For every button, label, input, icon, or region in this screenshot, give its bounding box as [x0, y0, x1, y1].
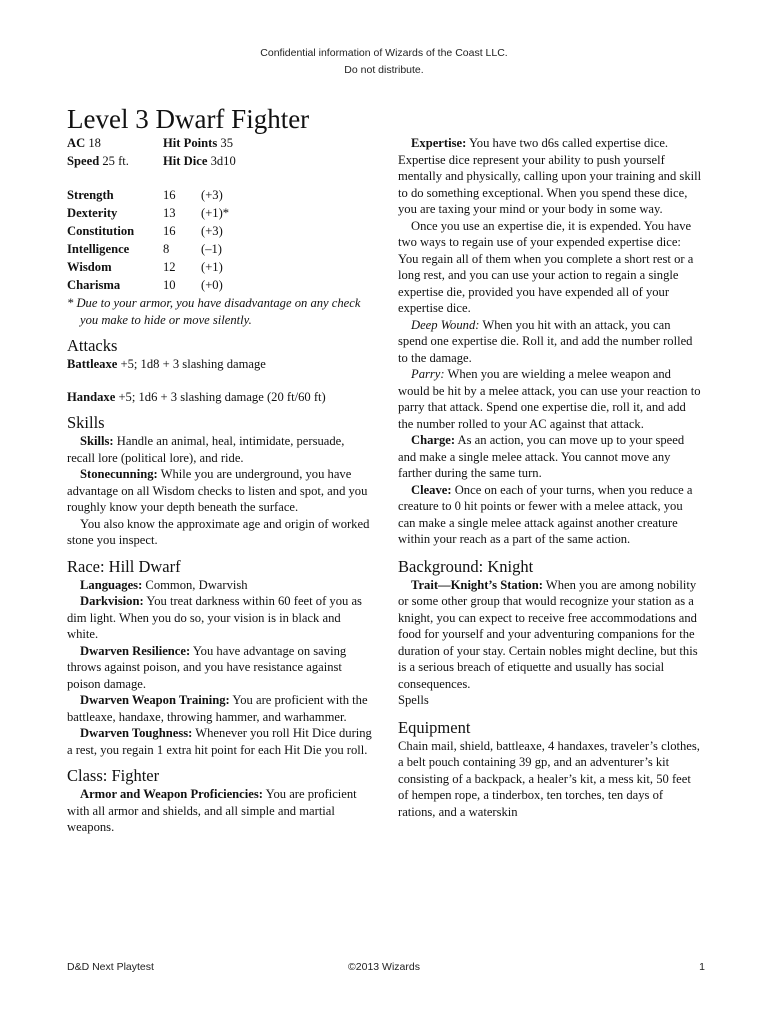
- charge-paragraph: [398, 432, 703, 482]
- knight-station-label: Trait—Knight’s Station:: [411, 577, 543, 592]
- toughness-text: Whenever you roll Hit Dice during a rest, you regain 1 extra hit point for each Hit Die you roll.: [67, 726, 372, 757]
- cleave-text: Once on each of your turns, when you reduce a creature to 0 hit points or fewer with a melee attack, you can make a single melee attack against another creature within your reach as a part of the same action.: [398, 482, 693, 546]
- darkvision-paragraph: [67, 593, 372, 643]
- basic-stats: [67, 135, 236, 171]
- ability-mod: (+1)*: [201, 206, 230, 220]
- deep-wound-paragraph: [398, 317, 703, 367]
- charge-text: As an action, you can move up to your speed and make a single melee attack. You cannot move any farther during the same turn.: [398, 433, 685, 480]
- skills-heading: Skills: [67, 413, 105, 432]
- ability-row: [67, 187, 229, 205]
- footer-copyright: ©2013 Wizards: [348, 961, 420, 973]
- ability-score: 10: [163, 278, 176, 292]
- ability-row: [67, 259, 229, 277]
- weapon-training-paragraph: [67, 692, 372, 725]
- ability-mod: (+1): [201, 260, 223, 274]
- proficiencies-label: Armor and Weapon Proficiencies:: [80, 787, 263, 801]
- toughness-paragraph: [67, 725, 372, 758]
- darkvision-text: You treat darkness within 60 feet of you as dim light. When you do so, your vision is in black and white.: [67, 594, 362, 641]
- toughness-label: Dwarven Toughness:: [80, 726, 193, 740]
- weapon-training-text: You are proficient with the battleaxe, handaxe, throwing hammer, and warhammer.: [67, 693, 368, 724]
- attack-text: +5; 1d8 + 3 slashing damage: [117, 357, 266, 371]
- ability-score: 16: [163, 224, 176, 238]
- languages-label: Languages:: [80, 577, 143, 592]
- hit-dice-value: 3d10: [210, 154, 236, 168]
- ability-name: Strength: [67, 188, 114, 202]
- page-title: Level 3 Dwarf Fighter: [67, 104, 310, 134]
- parry-label: Parry:: [411, 367, 445, 381]
- attacks-heading: Attacks: [67, 336, 118, 355]
- expertise-label: Expertise:: [411, 136, 467, 150]
- proficiencies-paragraph: [67, 786, 372, 836]
- resilience-text: You have advantage on saving throws against poison, and you have resistance against poison damage.: [67, 643, 347, 691]
- class-heading: Class: Fighter: [67, 766, 160, 785]
- equipment-text: Chain mail, shield, battleaxe, 4 handaxes, traveler’s clothes, a belt pouch containing 39 gp, and an adventurer’s kit consisting of a backpack, a healer’s kit, a mess kit, 50 feet of hempen rope, a tinderbox, ten torches, ten days of rations, and a waterskin: [398, 738, 700, 819]
- ability-name: Wisdom: [67, 260, 112, 274]
- header-line-1: Confidential information of Wizards of the Coast LLC.: [260, 47, 508, 59]
- expertise-regain-paragraph: Once you use an expertise die, it is expended. You have two ways to regain use of your expended expertise dice: You regain all of them when you complete a short rest or a long rest, and you can use your action to regain a single expertise die, provided you have expended all of your expertise dice.: [398, 218, 694, 315]
- knight-station-paragraph: [398, 577, 703, 693]
- expertise-text: You have two d6s called expertise dice. Expertise dice represent your ability to push yourself mentally and physically, calling upon your training and skill to do something exceptional. When you spend these dice, you are taxing your mind or your body in some way.: [398, 136, 702, 216]
- equipment-heading: Equipment: [398, 717, 471, 737]
- attack-battleaxe: [67, 356, 372, 373]
- footer-left: D&D Next Playtest: [67, 961, 154, 973]
- ability-name: Constitution: [67, 224, 135, 238]
- ability-row: [67, 277, 229, 295]
- race-heading: Race: Hill Dwarf: [67, 556, 181, 576]
- armor-note: * Due to your armor, you have disadvantage on any check you make to hide or move silently.: [67, 296, 361, 327]
- cleave-label: Cleave:: [411, 482, 452, 497]
- proficiencies-text: You are proficient with all armor and shields, and all simple and martial weapons.: [67, 787, 357, 834]
- right-column: [398, 135, 703, 820]
- resilience-label: Dwarven Resilience:: [80, 643, 191, 658]
- skills-text: Handle an animal, heal, intimidate, persuade, recall lore (political lore), and ride.: [67, 434, 345, 465]
- deep-wound-text: When you hit with an attack, you can spend one expertise die. Roll it, and add the number rolled to the damage.: [398, 317, 693, 365]
- hp-label: Hit Points: [163, 136, 218, 150]
- ability-scores: [67, 187, 229, 295]
- ability-row: [67, 223, 229, 241]
- ability-row: [67, 205, 229, 223]
- spells-label: Spells: [398, 693, 429, 707]
- ability-score: 12: [163, 260, 176, 274]
- speed-label: Speed: [67, 154, 100, 168]
- cleave-paragraph: [398, 482, 703, 548]
- hp-value: 35: [220, 136, 233, 150]
- background-heading: Background: Knight: [398, 556, 534, 576]
- confidential-header: [0, 45, 768, 79]
- ability-mod: (–1): [201, 242, 222, 256]
- left-column: [67, 135, 372, 836]
- darkvision-label: Darkvision:: [80, 594, 144, 608]
- ability-score: 13: [163, 206, 176, 220]
- ability-score: 8: [163, 242, 170, 256]
- expertise-paragraph: [398, 135, 703, 218]
- ac-label: AC: [67, 136, 86, 150]
- speed-value: 25 ft.: [102, 154, 129, 168]
- parry-text: When you are wielding a melee weapon and would be hit by a melee attack, you can use your reaction to parry that attack. Spend one expertise die, roll it, and add the number rolled to your AC against that attack.: [398, 367, 701, 431]
- header-line-2: Do not distribute.: [344, 64, 424, 76]
- ability-name: Intelligence: [67, 242, 130, 256]
- skills-paragraph: [67, 433, 372, 466]
- ability-mod: (+0): [201, 278, 223, 292]
- ability-mod: (+3): [201, 188, 223, 202]
- stone-age-paragraph: You also know the approximate age and origin of worked stone you inspect.: [67, 516, 370, 547]
- attack-handaxe: [67, 389, 372, 406]
- languages-text: Common, Dwarvish: [142, 577, 248, 592]
- hit-dice-label: Hit Dice: [163, 154, 208, 168]
- charge-label: Charge:: [411, 433, 456, 447]
- ac-value: 18: [88, 136, 101, 150]
- languages-paragraph: [67, 577, 372, 594]
- ability-mod: (+3): [201, 224, 223, 238]
- weapon-training-label: Dwarven Weapon Training:: [80, 693, 230, 707]
- skills-label: Skills:: [80, 434, 114, 448]
- page-number: 1: [699, 961, 705, 973]
- ability-score: 16: [163, 188, 176, 202]
- ability-name: Dexterity: [67, 206, 118, 220]
- ability-name: Charisma: [67, 278, 121, 292]
- resilience-paragraph: [67, 643, 372, 693]
- stonecunning-label: Stonecunning:: [80, 467, 158, 481]
- attack-text: +5; 1d6 + 3 slashing damage (20 ft/60 ft): [115, 389, 326, 404]
- stonecunning-paragraph: [67, 466, 372, 516]
- ability-row: [67, 241, 229, 259]
- knight-station-text: When you are among nobility or some other group that would recognize your station as a knight, you can expect to receive free accommodations and food for yourself and your adventuring companions for the duration of your stay. Certain nobles might decline, but this is a serious breach of etiquette and usually has social consequences.: [398, 577, 698, 691]
- attack-name: Battleaxe: [67, 357, 118, 371]
- parry-paragraph: [398, 366, 703, 432]
- stonecunning-text: While you are underground, you have advantage on all Wisdom checks to listen and spot, and you roughly know your depth beneath the surface.: [67, 467, 368, 514]
- attack-name: Handaxe: [67, 389, 116, 404]
- deep-wound-label: Deep Wound:: [411, 317, 480, 332]
